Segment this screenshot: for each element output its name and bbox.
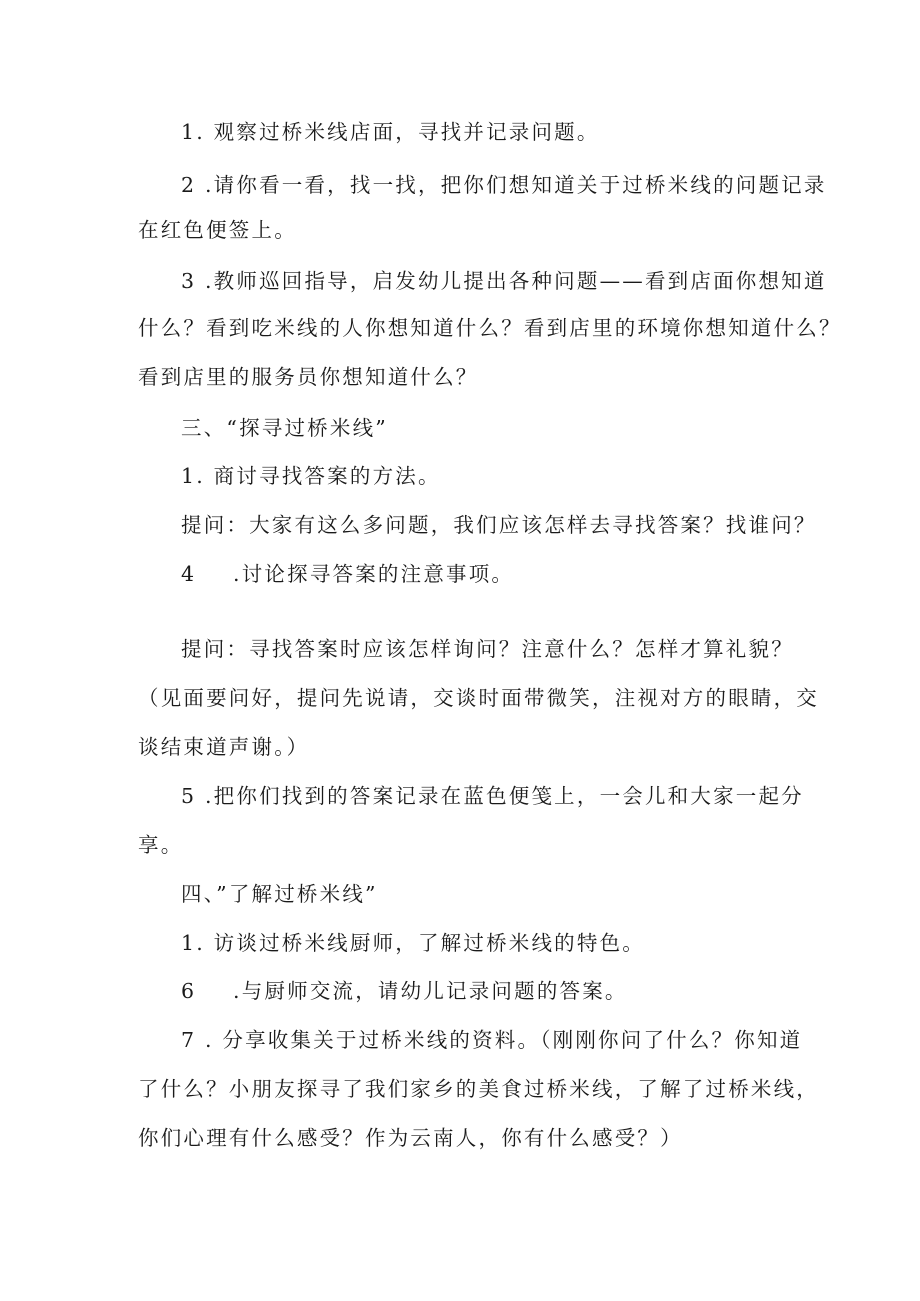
text-line: 享。 — [138, 833, 184, 857]
text-line: 2 .请你看一看，找一找，把你们想知道关于过桥米线的问题记录 — [181, 173, 827, 197]
text-line: 在红色便签上。 — [138, 218, 297, 242]
text-line: 谈结束道声谢。） — [138, 735, 310, 759]
section-heading: 四、”了解过桥米线” — [181, 882, 378, 906]
text-line: .与厨师交流，请幼儿记录问题的答案。 — [233, 979, 628, 1003]
list-number: 4 — [181, 562, 197, 586]
text-line: （见面要问好，提问先说请，交谈时面带微笑，注视对方的眼睛，交 — [138, 686, 819, 710]
text-line: 1. 观察过桥米线店面，寻找并记录问题。 — [181, 120, 600, 144]
text-line: 提问：大家有这么多问题，我们应该怎样去寻找答案？找谁问？ — [181, 513, 817, 537]
list-number: 6 — [181, 979, 197, 1003]
text-line: 什么？看到吃米线的人你想知道什么？看到店里的环境你想知道什么？ — [138, 316, 842, 340]
text-line: 看到店里的服务员你想知道什么？ — [138, 365, 479, 389]
text-line: 5 .把你们找到的答案记录在蓝色便笺上，一会儿和大家一起分 — [181, 784, 804, 808]
text-line: 你们心理有什么感受？作为云南人，你有什么感受？） — [138, 1126, 683, 1150]
section-heading: 三、“探寻过桥米线” — [181, 416, 388, 440]
text-line: 1. 访谈过桥米线厨师，了解过桥米线的特色。 — [181, 931, 645, 955]
text-line: 提问：寻找答案时应该怎样询问？注意什么？怎样才算礼貌？ — [181, 637, 794, 661]
text-line: 了什么？小朋友探寻了我们家乡的美食过桥米线，了解了过桥米线， — [138, 1077, 819, 1101]
text-line: 7 . 分享收集关于过桥米线的资料。（刚刚你问了什么？你知道 — [181, 1028, 803, 1052]
text-line: 3 .教师巡回指导，启发幼儿提出各种问题——看到店面你想知道 — [181, 269, 827, 293]
text-line: .讨论探寻答案的注意事项。 — [233, 562, 515, 586]
text-line: 1. 商讨寻找答案的方法。 — [181, 464, 441, 488]
